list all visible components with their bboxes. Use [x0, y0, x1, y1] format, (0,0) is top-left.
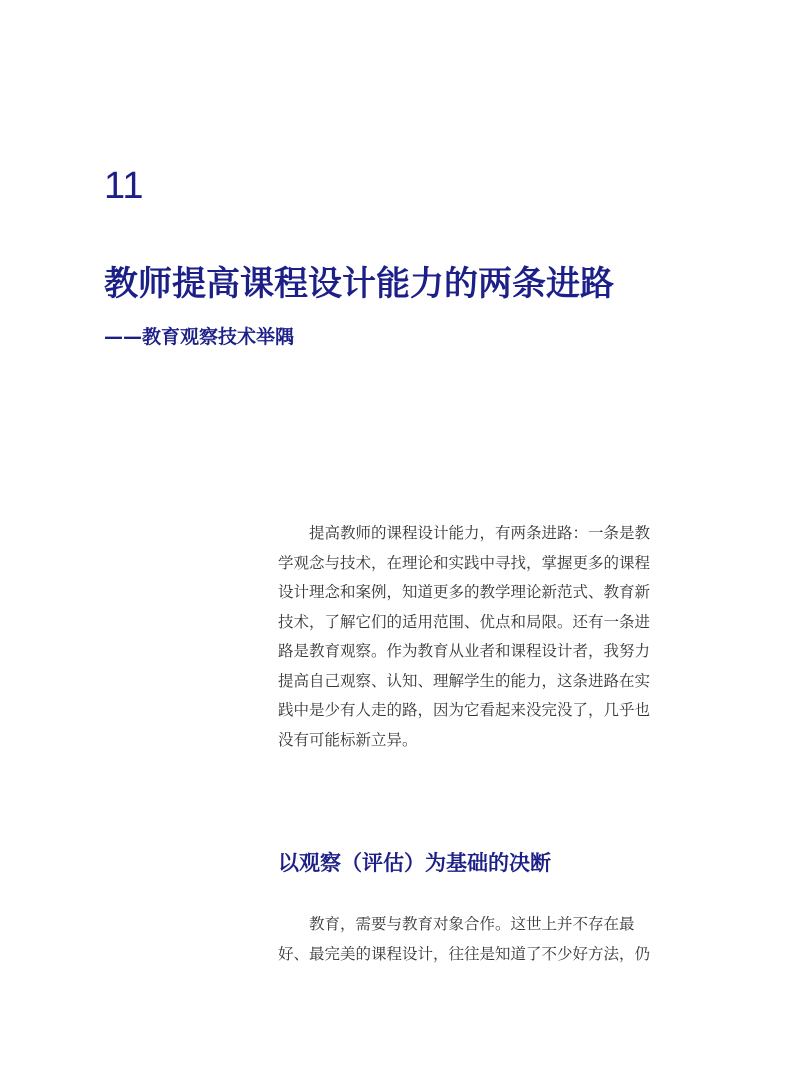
- chapter-title: 教师提高课程设计能力的两条进路: [104, 264, 614, 304]
- chapter-number: 11: [104, 165, 144, 207]
- paragraph-line: 提高自己观察、认知、理解学生的能力，这条进路在实: [278, 671, 651, 690]
- paragraph-line: 技术，了解它们的适用范围、优点和局限。还有一条进: [278, 612, 651, 631]
- paragraph-line: 设计理念和案例，知道更多的教学理论新范式、教育新: [278, 583, 651, 601]
- section-paragraph: [278, 910, 668, 969]
- paragraph-line: 践中是少有人走的路，因为它看起来没完没了，几乎也: [278, 701, 651, 719]
- paragraph-line: 提高教师的课程设计能力，有两条进路：一条是教: [278, 524, 651, 542]
- paragraph-line: 教育，需要与教育对象合作。这世上并不存在最: [278, 915, 635, 933]
- chapter-subtitle: ——教育观察技术举隅: [104, 326, 295, 348]
- intro-paragraph: [278, 519, 668, 755]
- section-heading: 以观察（评估）为基础的决断: [278, 850, 551, 875]
- paragraph-line: 没有可能标新立异。: [278, 730, 418, 749]
- paragraph-line: 好、最完美的课程设计，往往是知道了不少好方法，仍: [278, 944, 651, 963]
- paragraph-line: 路是教育观察。作为教育从业者和课程设计者，我努力: [278, 642, 651, 660]
- paragraph-line: 学观念与技术，在理论和实践中寻找，掌握更多的课程: [278, 553, 651, 572]
